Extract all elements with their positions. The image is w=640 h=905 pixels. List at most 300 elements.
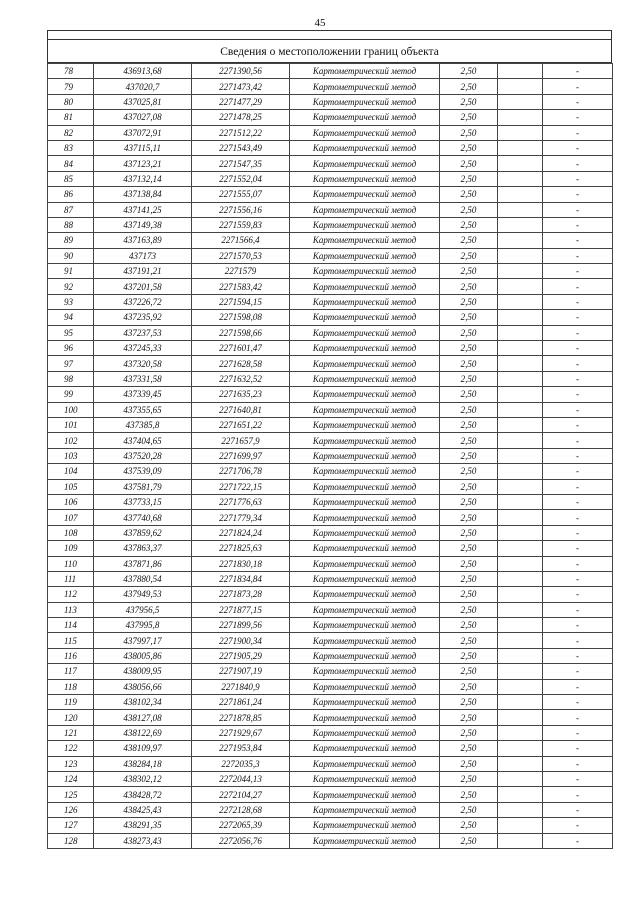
y-coordinate-cell: 2271825,63	[192, 541, 290, 556]
accuracy-cell: 2,50	[440, 541, 498, 556]
y-coordinate-cell: 2271477,29	[192, 94, 290, 109]
y-coordinate-cell: 2271594,15	[192, 294, 290, 309]
point-number-cell: 116	[48, 648, 94, 663]
x-coordinate-cell: 437880,54	[94, 571, 192, 586]
x-coordinate-cell: 437871,86	[94, 556, 192, 571]
accuracy-cell: 2,50	[440, 125, 498, 140]
x-coordinate-cell: 437173	[94, 248, 192, 263]
description-cell: -	[543, 648, 613, 663]
method-cell: Картометрический метод	[290, 833, 440, 848]
accuracy-cell: 2,50	[440, 233, 498, 248]
y-coordinate-cell: 2271566,4	[192, 233, 290, 248]
empty-cell	[498, 525, 543, 540]
empty-cell	[498, 64, 543, 79]
empty-cell	[498, 417, 543, 432]
point-number-cell: 127	[48, 818, 94, 833]
method-cell: Картометрический метод	[290, 187, 440, 202]
accuracy-cell: 2,50	[440, 710, 498, 725]
table-row	[48, 587, 613, 602]
empty-cell	[498, 202, 543, 217]
method-cell: Картометрический метод	[290, 279, 440, 294]
table-row	[48, 156, 613, 171]
empty-cell	[498, 771, 543, 786]
description-cell: -	[543, 341, 613, 356]
table-row	[48, 402, 613, 417]
x-coordinate-cell: 436913,68	[94, 64, 192, 79]
x-coordinate-cell: 437385,8	[94, 417, 192, 432]
point-number-cell: 80	[48, 94, 94, 109]
boundary-table-sheet	[47, 30, 612, 849]
y-coordinate-cell: 2272065,39	[192, 818, 290, 833]
y-coordinate-cell: 2271834,84	[192, 571, 290, 586]
accuracy-cell: 2,50	[440, 341, 498, 356]
accuracy-cell: 2,50	[440, 402, 498, 417]
point-number-cell: 114	[48, 618, 94, 633]
point-number-cell: 118	[48, 679, 94, 694]
method-cell: Картометрический метод	[290, 310, 440, 325]
empty-cell	[498, 294, 543, 309]
accuracy-cell: 2,50	[440, 387, 498, 402]
method-cell: Картометрический метод	[290, 110, 440, 125]
accuracy-cell: 2,50	[440, 494, 498, 509]
y-coordinate-cell: 2271556,16	[192, 202, 290, 217]
empty-cell	[498, 448, 543, 463]
y-coordinate-cell: 2271601,47	[192, 341, 290, 356]
description-cell: -	[543, 248, 613, 263]
point-number-cell: 91	[48, 264, 94, 279]
accuracy-cell: 2,50	[440, 633, 498, 648]
method-cell: Картометрический метод	[290, 171, 440, 186]
table-row	[48, 279, 613, 294]
method-cell: Картометрический метод	[290, 94, 440, 109]
x-coordinate-cell: 437740,68	[94, 510, 192, 525]
table-row	[48, 140, 613, 155]
description-cell: -	[543, 217, 613, 232]
method-cell: Картометрический метод	[290, 387, 440, 402]
point-number-cell: 111	[48, 571, 94, 586]
method-cell: Картометрический метод	[290, 325, 440, 340]
y-coordinate-cell: 2271635,23	[192, 387, 290, 402]
x-coordinate-cell: 437339,45	[94, 387, 192, 402]
point-number-cell: 82	[48, 125, 94, 140]
point-number-cell: 121	[48, 725, 94, 740]
point-number-cell: 120	[48, 710, 94, 725]
page-number: 45	[314, 17, 326, 29]
table-row	[48, 756, 613, 771]
table-row	[48, 633, 613, 648]
x-coordinate-cell: 437404,65	[94, 433, 192, 448]
description-cell: -	[543, 464, 613, 479]
point-number-cell: 81	[48, 110, 94, 125]
method-cell: Картометрический метод	[290, 64, 440, 79]
empty-cell	[498, 402, 543, 417]
x-coordinate-cell: 437859,62	[94, 525, 192, 540]
description-cell: -	[543, 448, 613, 463]
boundary-points-table	[47, 63, 613, 849]
description-cell: -	[543, 417, 613, 432]
description-cell: -	[543, 387, 613, 402]
description-cell: -	[543, 602, 613, 617]
point-number-cell: 105	[48, 479, 94, 494]
accuracy-cell: 2,50	[440, 664, 498, 679]
point-number-cell: 98	[48, 371, 94, 386]
x-coordinate-cell: 437237,53	[94, 325, 192, 340]
empty-cell	[498, 217, 543, 232]
accuracy-cell: 2,50	[440, 417, 498, 432]
method-cell: Картометрический метод	[290, 479, 440, 494]
accuracy-cell: 2,50	[440, 264, 498, 279]
method-cell: Картометрический метод	[290, 695, 440, 710]
empty-cell	[498, 494, 543, 509]
table-row	[48, 294, 613, 309]
description-cell: -	[543, 187, 613, 202]
point-number-cell: 86	[48, 187, 94, 202]
point-number-cell: 102	[48, 433, 94, 448]
x-coordinate-cell: 437863,37	[94, 541, 192, 556]
empty-cell	[498, 587, 543, 602]
empty-cell	[498, 310, 543, 325]
y-coordinate-cell: 2271570,53	[192, 248, 290, 263]
description-cell: -	[543, 741, 613, 756]
x-coordinate-cell: 437320,58	[94, 356, 192, 371]
point-number-cell: 85	[48, 171, 94, 186]
description-cell: -	[543, 202, 613, 217]
description-cell: -	[543, 479, 613, 494]
description-cell: -	[543, 356, 613, 371]
x-coordinate-cell: 437191,21	[94, 264, 192, 279]
empty-cell	[498, 725, 543, 740]
method-cell: Картометрический метод	[290, 571, 440, 586]
method-cell: Картометрический метод	[290, 541, 440, 556]
empty-cell	[498, 356, 543, 371]
empty-cell	[498, 387, 543, 402]
table-row	[48, 541, 613, 556]
table-row	[48, 325, 613, 340]
method-cell: Картометрический метод	[290, 756, 440, 771]
accuracy-cell: 2,50	[440, 310, 498, 325]
accuracy-cell: 2,50	[440, 695, 498, 710]
method-cell: Картометрический метод	[290, 525, 440, 540]
table-row	[48, 356, 613, 371]
accuracy-cell: 2,50	[440, 156, 498, 171]
method-cell: Картометрический метод	[290, 264, 440, 279]
empty-cell	[498, 140, 543, 155]
point-number-cell: 99	[48, 387, 94, 402]
x-coordinate-cell: 438102,34	[94, 695, 192, 710]
x-coordinate-cell: 438302,12	[94, 771, 192, 786]
point-number-cell: 95	[48, 325, 94, 340]
y-coordinate-cell: 2271706,78	[192, 464, 290, 479]
accuracy-cell: 2,50	[440, 510, 498, 525]
accuracy-cell: 2,50	[440, 171, 498, 186]
table-row	[48, 79, 613, 94]
x-coordinate-cell: 437123,21	[94, 156, 192, 171]
method-cell: Картометрический метод	[290, 633, 440, 648]
point-number-cell: 89	[48, 233, 94, 248]
empty-cell	[498, 833, 543, 848]
empty-cell	[498, 156, 543, 171]
point-number-cell: 96	[48, 341, 94, 356]
table-row	[48, 725, 613, 740]
point-number-cell: 97	[48, 356, 94, 371]
y-coordinate-cell: 2271873,28	[192, 587, 290, 602]
accuracy-cell: 2,50	[440, 479, 498, 494]
y-coordinate-cell: 2271929,67	[192, 725, 290, 740]
empty-cell	[498, 756, 543, 771]
method-cell: Картометрический метод	[290, 417, 440, 432]
y-coordinate-cell: 2272035,3	[192, 756, 290, 771]
x-coordinate-cell: 437331,58	[94, 371, 192, 386]
method-cell: Картометрический метод	[290, 587, 440, 602]
point-number-cell: 88	[48, 217, 94, 232]
description-cell: -	[543, 94, 613, 109]
x-coordinate-cell: 438428,72	[94, 787, 192, 802]
empty-cell	[498, 464, 543, 479]
x-coordinate-cell: 438291,35	[94, 818, 192, 833]
y-coordinate-cell: 2272104,27	[192, 787, 290, 802]
accuracy-cell: 2,50	[440, 725, 498, 740]
point-number-cell: 110	[48, 556, 94, 571]
y-coordinate-cell: 2271547,35	[192, 156, 290, 171]
y-coordinate-cell: 2271478,25	[192, 110, 290, 125]
empty-cell	[498, 110, 543, 125]
method-cell: Картометрический метод	[290, 156, 440, 171]
x-coordinate-cell: 437149,38	[94, 217, 192, 232]
point-number-cell: 83	[48, 140, 94, 155]
y-coordinate-cell: 2271559,83	[192, 217, 290, 232]
description-cell: -	[543, 556, 613, 571]
point-number-cell: 122	[48, 741, 94, 756]
point-number-cell: 106	[48, 494, 94, 509]
empty-cell	[498, 171, 543, 186]
description-cell: -	[543, 525, 613, 540]
y-coordinate-cell: 2271555,07	[192, 187, 290, 202]
description-cell: -	[543, 756, 613, 771]
point-number-cell: 113	[48, 602, 94, 617]
method-cell: Картометрический метод	[290, 202, 440, 217]
accuracy-cell: 2,50	[440, 79, 498, 94]
description-cell: -	[543, 541, 613, 556]
table-row	[48, 94, 613, 109]
table-row	[48, 479, 613, 494]
accuracy-cell: 2,50	[440, 279, 498, 294]
accuracy-cell: 2,50	[440, 818, 498, 833]
description-cell: -	[543, 402, 613, 417]
method-cell: Картометрический метод	[290, 494, 440, 509]
accuracy-cell: 2,50	[440, 217, 498, 232]
description-cell: -	[543, 156, 613, 171]
accuracy-cell: 2,50	[440, 787, 498, 802]
table-body	[48, 64, 613, 849]
table-row	[48, 202, 613, 217]
accuracy-cell: 2,50	[440, 679, 498, 694]
x-coordinate-cell: 437581,79	[94, 479, 192, 494]
table-row	[48, 310, 613, 325]
accuracy-cell: 2,50	[440, 110, 498, 125]
method-cell: Картометрический метод	[290, 818, 440, 833]
y-coordinate-cell: 2271583,42	[192, 279, 290, 294]
accuracy-cell: 2,50	[440, 371, 498, 386]
method-cell: Картометрический метод	[290, 341, 440, 356]
accuracy-cell: 2,50	[440, 94, 498, 109]
accuracy-cell: 2,50	[440, 202, 498, 217]
description-cell: -	[543, 802, 613, 817]
empty-cell	[498, 325, 543, 340]
y-coordinate-cell: 2272044,13	[192, 771, 290, 786]
point-number-cell: 126	[48, 802, 94, 817]
accuracy-cell: 2,50	[440, 187, 498, 202]
table-row	[48, 741, 613, 756]
description-cell: -	[543, 233, 613, 248]
table-row	[48, 341, 613, 356]
y-coordinate-cell: 2271651,22	[192, 417, 290, 432]
description-cell: -	[543, 64, 613, 79]
point-number-cell: 108	[48, 525, 94, 540]
table-row	[48, 787, 613, 802]
method-cell: Картометрический метод	[290, 371, 440, 386]
table-row	[48, 679, 613, 694]
table-row	[48, 602, 613, 617]
accuracy-cell: 2,50	[440, 571, 498, 586]
y-coordinate-cell: 2271552,04	[192, 171, 290, 186]
accuracy-cell: 2,50	[440, 587, 498, 602]
x-coordinate-cell: 437226,72	[94, 294, 192, 309]
method-cell: Картометрический метод	[290, 140, 440, 155]
empty-cell	[498, 125, 543, 140]
x-coordinate-cell: 437072,91	[94, 125, 192, 140]
point-number-cell: 117	[48, 664, 94, 679]
y-coordinate-cell: 2272128,68	[192, 802, 290, 817]
description-cell: -	[543, 140, 613, 155]
y-coordinate-cell: 2271953,84	[192, 741, 290, 756]
point-number-cell: 78	[48, 64, 94, 79]
description-cell: -	[543, 494, 613, 509]
empty-cell	[498, 248, 543, 263]
x-coordinate-cell: 438009,95	[94, 664, 192, 679]
x-coordinate-cell: 437245,33	[94, 341, 192, 356]
point-number-cell: 123	[48, 756, 94, 771]
y-coordinate-cell: 2271579	[192, 264, 290, 279]
y-coordinate-cell: 2271640,81	[192, 402, 290, 417]
method-cell: Картометрический метод	[290, 433, 440, 448]
x-coordinate-cell: 438127,08	[94, 710, 192, 725]
x-coordinate-cell: 438284,18	[94, 756, 192, 771]
x-coordinate-cell: 438122,69	[94, 725, 192, 740]
table-row	[48, 664, 613, 679]
point-number-cell: 84	[48, 156, 94, 171]
table-title: Сведения о местоположении границ объекта	[47, 39, 612, 63]
method-cell: Картометрический метод	[290, 602, 440, 617]
accuracy-cell: 2,50	[440, 741, 498, 756]
method-cell: Картометрический метод	[290, 402, 440, 417]
table-row	[48, 264, 613, 279]
method-cell: Картометрический метод	[290, 464, 440, 479]
table-row	[48, 171, 613, 186]
table-row	[48, 556, 613, 571]
table-row	[48, 64, 613, 79]
method-cell: Картометрический метод	[290, 248, 440, 263]
accuracy-cell: 2,50	[440, 648, 498, 663]
empty-cell	[498, 433, 543, 448]
description-cell: -	[543, 787, 613, 802]
x-coordinate-cell: 438425,43	[94, 802, 192, 817]
table-row	[48, 125, 613, 140]
table-row	[48, 818, 613, 833]
description-cell: -	[543, 433, 613, 448]
empty-cell	[498, 679, 543, 694]
empty-cell	[498, 633, 543, 648]
x-coordinate-cell: 437115,11	[94, 140, 192, 155]
y-coordinate-cell: 2271390,56	[192, 64, 290, 79]
y-coordinate-cell: 2271905,29	[192, 648, 290, 663]
description-cell: -	[543, 618, 613, 633]
table-row	[48, 802, 613, 817]
accuracy-cell: 2,50	[440, 248, 498, 263]
x-coordinate-cell: 437520,28	[94, 448, 192, 463]
point-number-cell: 94	[48, 310, 94, 325]
empty-cell	[498, 371, 543, 386]
point-number-cell: 119	[48, 695, 94, 710]
empty-cell	[498, 571, 543, 586]
y-coordinate-cell: 2271632,52	[192, 371, 290, 386]
method-cell: Картометрический метод	[290, 802, 440, 817]
point-number-cell: 100	[48, 402, 94, 417]
accuracy-cell: 2,50	[440, 756, 498, 771]
description-cell: -	[543, 771, 613, 786]
y-coordinate-cell: 2271840,9	[192, 679, 290, 694]
point-number-cell: 104	[48, 464, 94, 479]
empty-cell	[498, 741, 543, 756]
y-coordinate-cell: 2271512,22	[192, 125, 290, 140]
table-row	[48, 387, 613, 402]
description-cell: -	[543, 679, 613, 694]
y-coordinate-cell: 2271543,49	[192, 140, 290, 155]
accuracy-cell: 2,50	[440, 802, 498, 817]
y-coordinate-cell: 2271699,97	[192, 448, 290, 463]
table-row	[48, 510, 613, 525]
x-coordinate-cell: 437138,84	[94, 187, 192, 202]
method-cell: Картометрический метод	[290, 664, 440, 679]
method-cell: Картометрический метод	[290, 294, 440, 309]
y-coordinate-cell: 2271722,15	[192, 479, 290, 494]
x-coordinate-cell: 437949,53	[94, 587, 192, 602]
method-cell: Картометрический метод	[290, 356, 440, 371]
table-row	[48, 710, 613, 725]
method-cell: Картометрический метод	[290, 510, 440, 525]
point-number-cell: 112	[48, 587, 94, 602]
accuracy-cell: 2,50	[440, 356, 498, 371]
empty-cell	[498, 787, 543, 802]
table-row	[48, 771, 613, 786]
method-cell: Картометрический метод	[290, 79, 440, 94]
x-coordinate-cell: 437163,89	[94, 233, 192, 248]
description-cell: -	[543, 171, 613, 186]
table-row	[48, 494, 613, 509]
description-cell: -	[543, 294, 613, 309]
table-header-top	[47, 30, 612, 39]
empty-cell	[498, 618, 543, 633]
accuracy-cell: 2,50	[440, 525, 498, 540]
table-row	[48, 417, 613, 432]
description-cell: -	[543, 79, 613, 94]
empty-cell	[498, 664, 543, 679]
description-cell: -	[543, 510, 613, 525]
description-cell: -	[543, 633, 613, 648]
point-number-cell: 79	[48, 79, 94, 94]
description-cell: -	[543, 818, 613, 833]
description-cell: -	[543, 279, 613, 294]
empty-cell	[498, 648, 543, 663]
